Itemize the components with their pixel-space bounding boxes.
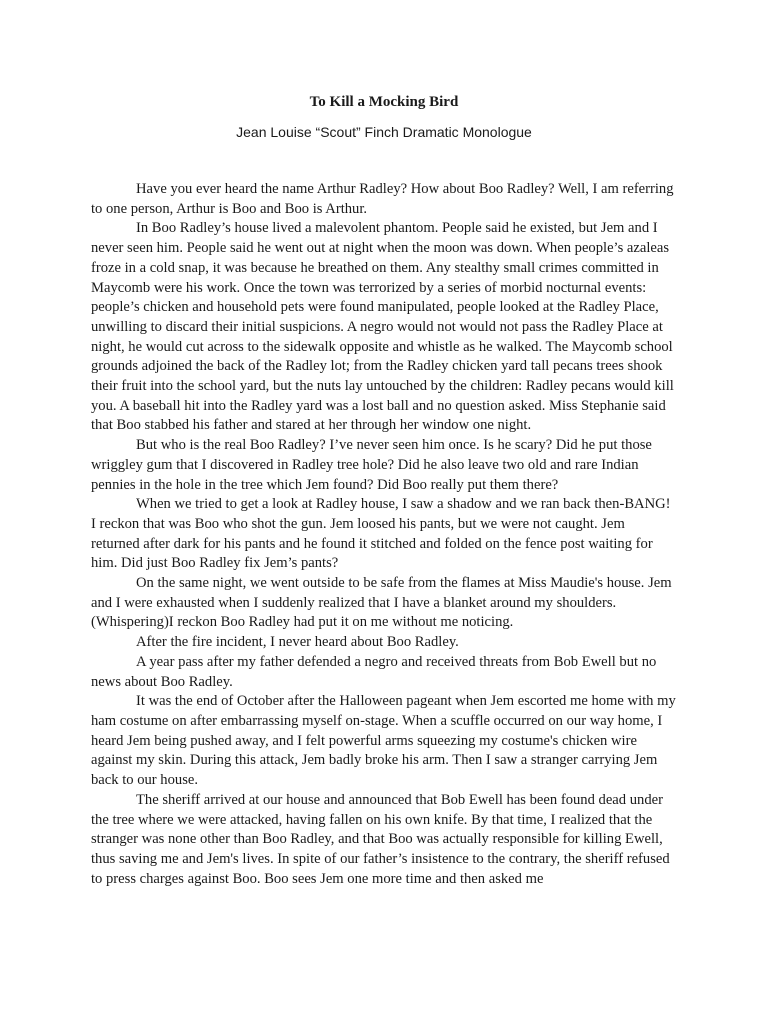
- paragraph: It was the end of October after the Halloween pageant when Jem escorted me home with my ham costume on after embarrassing myself on-stage. When a scuffle occurred on our way home, I heard Jem being pushed away, and I felt powerful arms squeezing my costume's chicken wire against my skin. During this attack, Jem badly broke his arm. Then I saw a stranger carrying Jem back to our house.: [91, 693, 676, 789]
- paragraph: When we tried to get a look at Radley house, I saw a shadow and we ran back then-BANG! I reckon that was Boo who shot the gun. Jem loosed his pants, but we were not caught. Jem returned after dark for his pants and he found it stitched and folded on the fence post waiting for him. Did just Boo Radley fix Jem’s pants?: [91, 496, 671, 572]
- paragraph: In Boo Radley’s house lived a malevolent phantom. People said he existed, but Jem and I never seen him. People said he went out at night when the moon was down. When people’s azaleas froze in a cold snap, it was because he breathed on them. Any stealthy small crimes committed in Maycomb were his work. Once the town was terrorized by a series of morbid nocturnal events: people’s chicken and household pets were found manipulated, people looked at the Radley Place, unwilling to discard their initial suspicions. A negro would not would not pass the Radley Place at night, he would cut across to the sidewalk opposite and whistle as he walked. The Maycomb school grounds adjoined the back of the Radley lot; from the Radley chicken yard tall pecans trees shook their fruit into the school yard, but the nuts lay untouched by the children: Radley pecans would kill you. A baseball hit into the Radley yard was a lost ball and no question asked. Miss Stephanie said that Boo stabbed his father and stared at her through her window one night.: [91, 220, 674, 434]
- paragraph: A year pass after my father defended a negro and received threats from Bob Ewell but no news about Boo Radley.: [91, 653, 657, 690]
- paragraph: The sheriff arrived at our house and announced that Bob Ewell has been found dead under the tree where we were attacked, having fallen on his own knife. By that time, I realized that the stranger was none other than Boo Radley, and that Boo was actually responsible for killing Ewell, thus saving me and Jem's lives. In spite of our father’s insistence to the contrary, the sheriff refused to press charges against Boo. Boo sees Jem one more time and then asked me: [91, 791, 670, 887]
- paragraph: Have you ever heard the name Arthur Radley? How about Boo Radley? Well, I am referring to one person, Arthur is Boo and Boo is Arthur.: [91, 181, 674, 217]
- paragraph: After the fire incident, I never heard about Boo Radley.: [136, 634, 459, 651]
- document-subtitle: Jean Louise “Scout” Finch Dramatic Monologue: [236, 124, 532, 140]
- monologue-body: [91, 180, 677, 889]
- paragraph: But who is the real Boo Radley? I’ve never seen him once. Is he scary? Did he put those wriggley gum that I discovered in Radley tree hole? Did he also leave two old and rare Indian pennies in the hole in the tree which Jem found? Did Boo really put them there?: [91, 437, 652, 493]
- document-title: To Kill a Mocking Bird: [309, 94, 459, 110]
- paragraph: On the same night, we went outside to be safe from the flames at Miss Maudie's house. Jem and I were exhausted when I suddenly realized that I have a blanket around my shoulders. (Whispering)I reckon Boo Radley had put it on me without me noticing.: [91, 575, 672, 631]
